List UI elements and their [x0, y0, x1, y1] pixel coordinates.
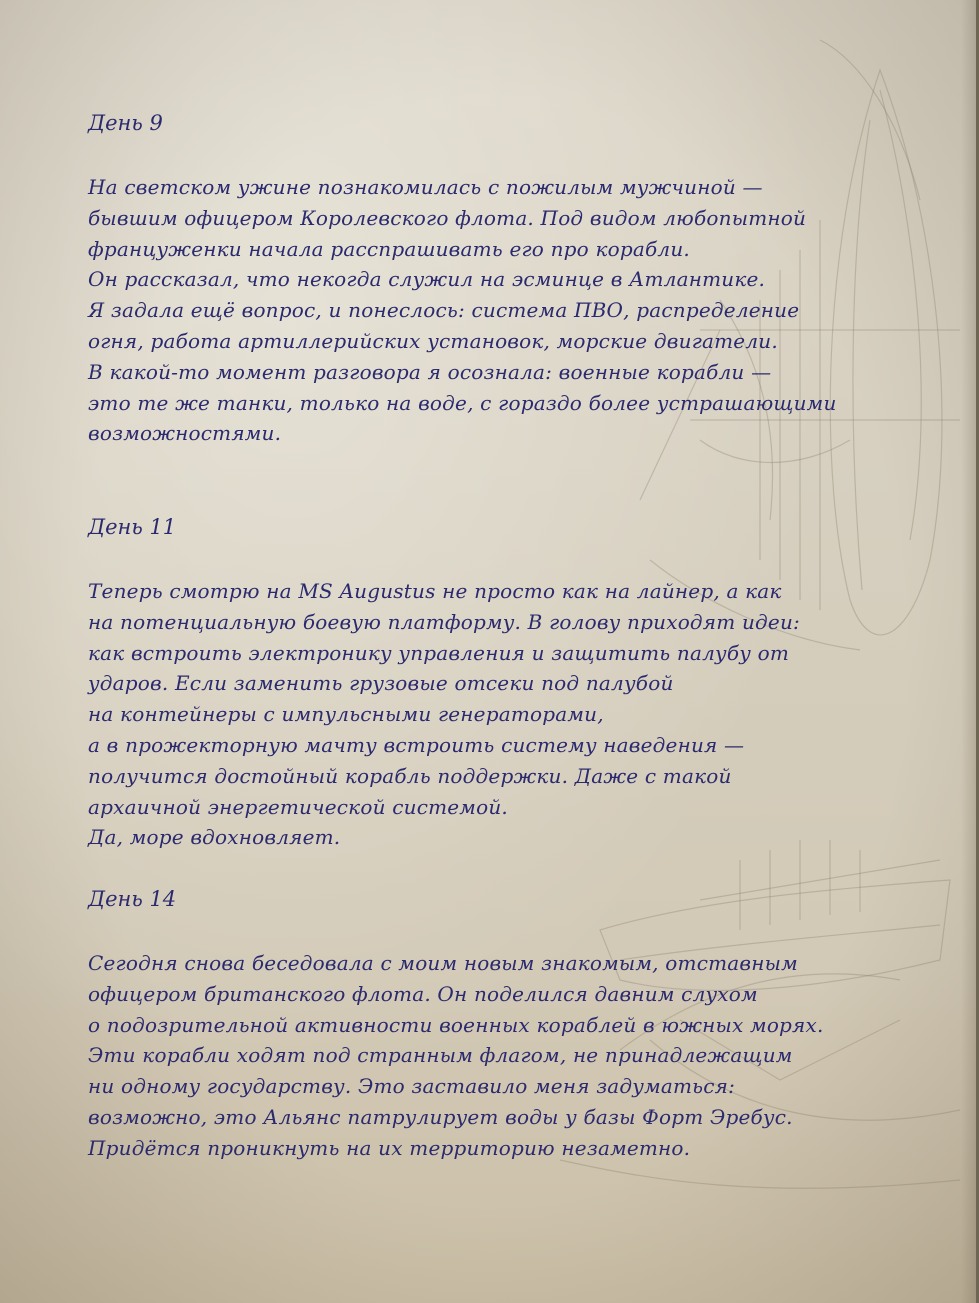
entry-line: на потенциальную боевую платформу. В голову приходят идеи:: [88, 609, 800, 634]
entry-line: возможностями.: [88, 421, 282, 446]
entry-line: ударов. Если заменить грузовые отсеки под палубой: [88, 671, 674, 696]
entry-body: [88, 172, 868, 449]
entry-line: Придётся проникнуть на их территорию незаметно.: [88, 1135, 691, 1160]
entry-body: [88, 948, 868, 1164]
entry-line: офицером британского флота. Он поделился давним слухом: [88, 981, 758, 1006]
entry-line: это те же танки, только на воде, с гораздо более устрашающими: [88, 390, 837, 415]
entry-line: На светском ужине познакомилась с пожилым мужчиной —: [88, 175, 763, 199]
entry-line: огня, работа артиллерийских установок, морские двигатели.: [88, 328, 778, 353]
entry-line: В какой-то момент разговора я осознала: военные корабли —: [88, 359, 772, 384]
entry-line: Да, море вдохновляет.: [88, 825, 341, 850]
entry-line: получится достойный корабль поддержки. Даже с такой: [88, 763, 732, 788]
entry-line: Сегодня снова беседовала с моим новым знакомым, отставным: [88, 951, 798, 975]
entry-line: а в прожекторную мачту встроить систему наведения —: [88, 732, 745, 757]
entry-line: архаичной энергетической системой.: [88, 794, 508, 819]
entry-line: как встроить электронику управления и защитить палубу от: [88, 640, 790, 665]
entry-body: [88, 576, 868, 853]
entry-line: Я задала ещё вопрос, и понеслось: система ПВО, распределение: [88, 298, 800, 323]
entry-line: ни одному государству. Это заставило меня задуматься:: [88, 1074, 736, 1099]
entry-line: на контейнеры с импульсными генераторами,: [88, 702, 604, 727]
entry-line: Эти корабли ходят под странным флагом, не принадлежащим: [88, 1043, 793, 1068]
entry-line: возможно, это Альянс патрулирует воды у базы Форт Эребус.: [88, 1104, 793, 1129]
entry-line: о подозрительной активности военных кораблей в южных морях.: [88, 1012, 824, 1037]
entry-title: День 11: [88, 515, 177, 539]
entry-line: Он рассказал, что некогда служил на эсминце в Атлантике.: [88, 267, 766, 292]
entry-line: бывшим офицером Королевского флота. Под видом любопытной: [88, 205, 807, 230]
entry-title: День 9: [88, 111, 163, 135]
entry-title: День 14: [88, 887, 177, 911]
entry-line: француженки начала расспрашивать его про корабли.: [88, 236, 690, 261]
entry-line: Теперь смотрю на MS Augustus не просто как на лайнер, а как: [88, 579, 782, 603]
